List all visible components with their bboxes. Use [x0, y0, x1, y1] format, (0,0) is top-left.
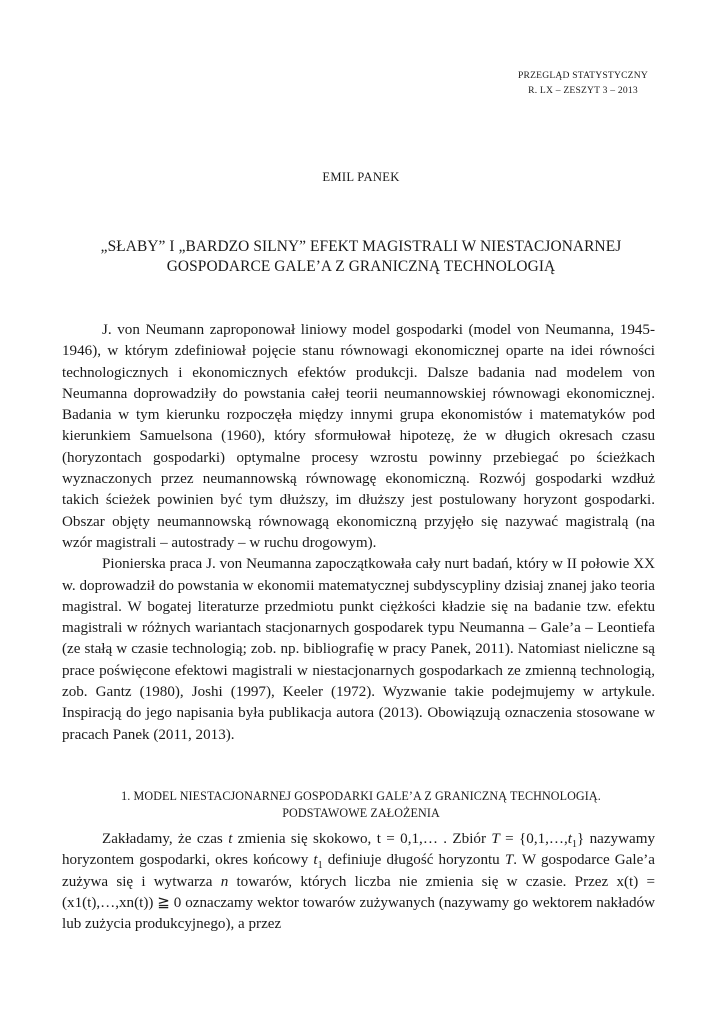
equation: t = 0,1,… . — [376, 831, 448, 847]
section-heading-line-2: PODSTAWOWE ZAŁOŻENIA — [282, 806, 440, 820]
journal-issue: R. LX – ZESZYT 3 – 2013 — [528, 85, 638, 96]
title-line-2: GOSPODARCE GALE’A Z GRANICZNĄ TECHNOLOGIĄ — [166, 258, 556, 275]
section-1-body — [62, 829, 655, 935]
introduction — [62, 320, 655, 746]
paragraph: Zakładamy, że czas t zmienia się skokowo, t = 0,1,… . Zbiór $T = \{0,1,\dots,t_1\}$ nazywamy horyzontem gospodarki, okres końcowy $t_1$ definiuje długość horyzontu T. W gospodarce Gale’a zużywa się i wytwarza n towarów, których liczba nie zmienia się w czasie. Przez x(t) = (x1(t),…,xn(t)) ≧ 0 oznaczamy wektor towarów zużywanych (nazywamy go wektorem nakładów lub zużycia produkcyjnego), a przez — [62, 831, 655, 933]
paragraph: J. von Neumann zaproponował liniowy model gospodarki (model von Neumanna, 1945-1946), w którym zdefiniował pojęcie stanu równowagi ekonomicznej oparte na idei równości technologicznych i ekonomicznych efektów produkcji. Dalsze badania nad modelem von Neumanna doprowadziły do powstania całej teorii neumannowskiej równowagi ekonomicznej. Badania w tym kierunku rozpoczęła między innymi grupa ekonomistów i matematyków pod kierunkiem Samuelsona (1960), który sformułował hipotezę, że w długich okresach czasu (horyzontach gospodarki) optymalne procesy wzrostu powinny przebiegać po ścieżkach wyznaczonych przez neumannowską równowagę ekonomiczną. Rozwój gospodarki wzdłuż takich ścieżek powinien być tym dłuższy, im dłuższy jest postulowany horyzont gospodarki. Obszar objęty neumannowską równowagą ekonomiczną przyjęło się nazywać magistralą (na wzór magistrali – autostrady – w ruchu drogowym). — [62, 322, 655, 551]
title-line-1: „SŁABY” I „BARDZO SILNY” EFEKT MAGISTRALI W NIESTACJONARNEJ — [100, 238, 622, 255]
journal-header — [518, 68, 648, 98]
author-name: EMIL PANEK — [322, 170, 400, 184]
journal-name: PRZEGLĄD STATYSTYCZNY — [517, 70, 648, 81]
section-heading — [70, 788, 652, 822]
article-title — [70, 237, 652, 277]
section-heading-line-1: 1. MODEL NIESTACJONARNEJ GOSPODARKI GALE’A Z GRANICZNĄ TECHNOLOGIĄ. — [121, 789, 601, 803]
equation-vector: x(t) = (x1(t),…,xn(t)) ≧ 0 — [62, 873, 655, 911]
paragraph: Pionierska praca J. von Neumanna zapoczątkowała cały nurt badań, który w II połowie XX w. doprowadził do powstania w ekonomii matematycznej subdyscypliny dzisiaj znanej jako teoria magistral. W bogatej literaturze przedmiotu punkt ciężkości kładzie się na badanie tzw. efektu magistrali w różnych wariantach stacjonarnych gospodarek typu Neumanna – Gale’a – Leontiefa (ze stałą w czasie technologią; zob. np. bibliografię w pracy Panek, 2011). Natomiast nieliczne są prace poświęcone efektowi magistrali w niestacjonarnych gospodarkach ze zmienną technologią, zob. Gantz (1980), Joshi (1997), Keeler (1972). Wyzwanie takie podejmujemy w artykule. Inspiracją do jego napisania była publikacja autora (2013). Obowiązują oznaczenia stosowane w pracach Panek (2011, 2013). — [62, 556, 655, 743]
